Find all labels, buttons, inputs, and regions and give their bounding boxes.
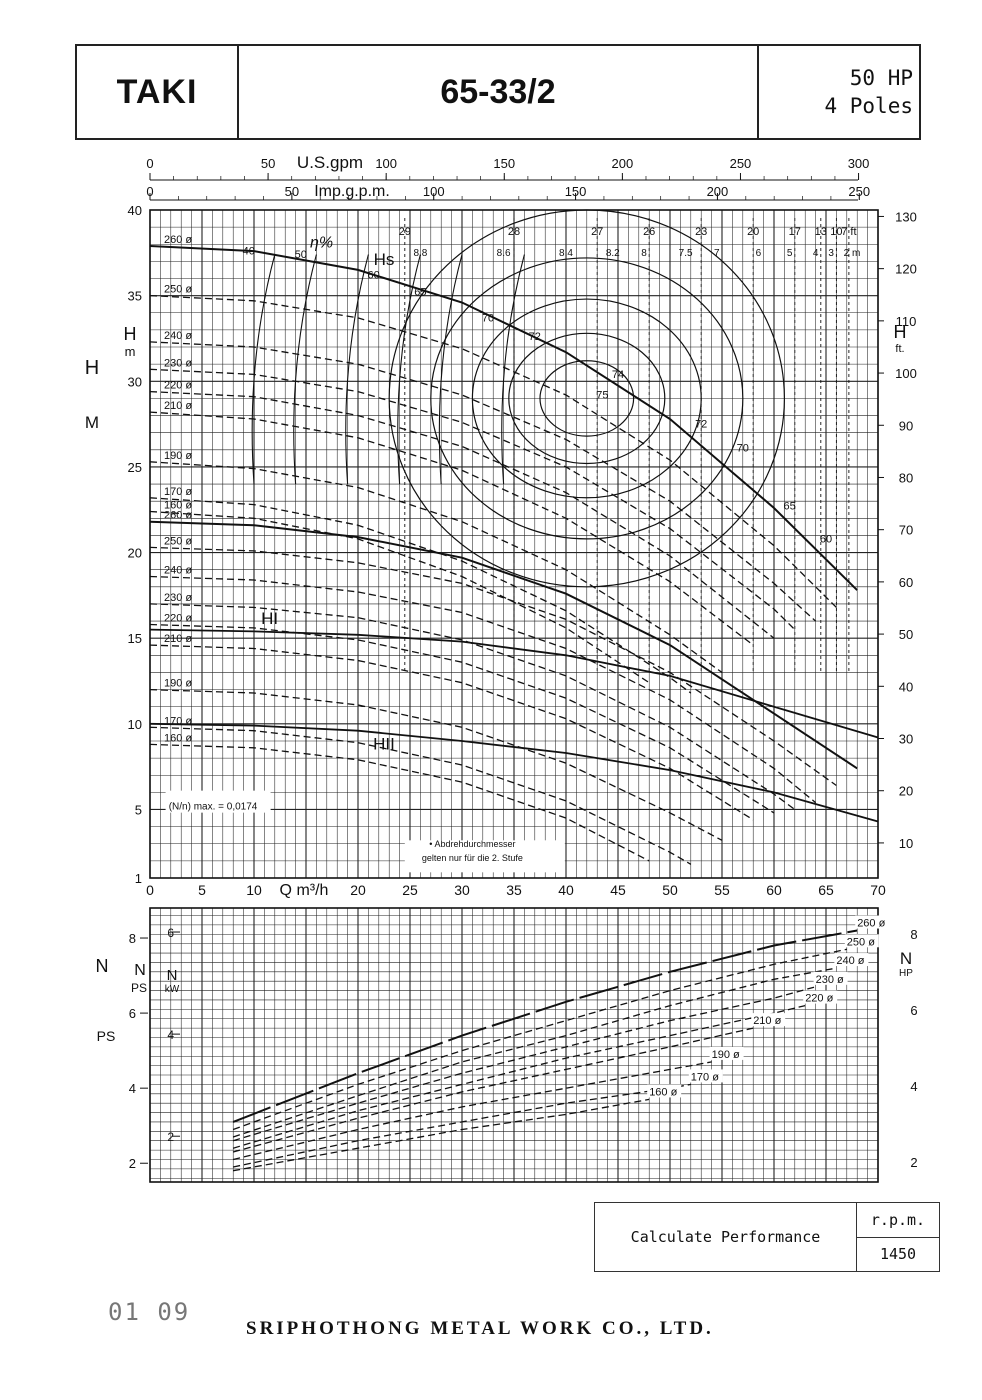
y-right-tick-label: 100 — [895, 366, 917, 382]
y-left-tick-label: 40 — [127, 203, 142, 218]
y-right-tick-label: 30 — [898, 731, 914, 747]
diameter-label-HII-160: 160 ø — [164, 732, 193, 745]
diameter-label-HII-170: 170 ø — [164, 715, 193, 728]
ps-tick-label: 8 — [128, 931, 136, 947]
efficiency-label-70: 70 — [736, 442, 749, 455]
diameter-label-HII-240: 240 ø — [164, 564, 193, 577]
side-label-n: N — [95, 956, 109, 976]
us-gpm-axis-label: U.S.gpm — [296, 153, 364, 172]
efficiency-label-60: 60 — [819, 533, 833, 546]
stage-label-hi: HI — [261, 608, 279, 628]
imp-gpm-tick-label: 250 — [848, 184, 871, 199]
efficiency-label-65: 65 — [414, 286, 427, 299]
pole-count: 4 Poles — [824, 94, 913, 118]
diameter-label-HII-230: 230 ø — [164, 591, 193, 604]
power-diameter-label-220: 220 ø — [805, 992, 834, 1005]
power-diameter-label-170: 170 ø — [690, 1071, 719, 1084]
efficiency-label-65: 65 — [783, 500, 796, 513]
x-tick-label: 35 — [506, 882, 522, 898]
y-right-tick-label: 20 — [898, 783, 914, 799]
efficiency-label-72: 72 — [528, 331, 541, 344]
x-tick-label: 5 — [198, 882, 206, 898]
imp-gpm-tick-label: 100 — [422, 184, 445, 199]
npsh-ft-label: 20 — [747, 226, 760, 238]
hp-tick-label: 2 — [910, 1155, 918, 1171]
y-right-axis-label: H — [893, 322, 907, 342]
efficiency-label-60: 60 — [367, 269, 380, 282]
ratio-note: (N/n) max. = 0,0174 — [168, 801, 258, 813]
npsh-m-label: 8.8 — [413, 248, 428, 259]
npsh-ft-label: 27 — [591, 226, 604, 238]
diameter-label-HI-220: 220 ø — [164, 379, 193, 392]
diameter-label-HII-190: 190 ø — [164, 677, 193, 690]
x-tick-label: 0 — [146, 882, 154, 898]
us-gpm-tick-label: 0 — [146, 156, 154, 171]
npsh-m-label: 8.6 — [496, 248, 511, 259]
head-curve-HI-190 — [150, 462, 722, 673]
y-right-tick-label: 50 — [898, 627, 914, 643]
imp-gpm-tick-label: 50 — [284, 184, 300, 199]
y-left-tick-label: 10 — [127, 716, 142, 732]
y-left-tick-label: 15 — [127, 631, 142, 647]
npsh-m-label: 8 — [641, 248, 647, 259]
ps-tick-label: 6 — [128, 1006, 136, 1022]
efficiency-label-74: 74 — [611, 368, 625, 381]
x-tick-label: 40 — [558, 882, 574, 898]
diameter-label-HI-210: 210 ø — [164, 400, 193, 413]
npsh-m-label: 8.4 — [559, 248, 573, 259]
x-tick-label: 30 — [454, 882, 470, 898]
x-tick-label: 70 — [870, 882, 886, 898]
x-tick-label: 10 — [246, 882, 262, 898]
efficiency-label-40: 40 — [242, 245, 255, 258]
x-tick-label: 25 — [402, 882, 418, 898]
diameter-label-HII-260: 260 ø — [164, 509, 193, 522]
calculate-performance-box — [594, 1202, 940, 1272]
kw-tick-label: 2 — [167, 1130, 174, 1145]
imp-gpm-tick-label: 150 — [564, 184, 587, 199]
rpm-box — [857, 1203, 939, 1271]
hp-tick-label: 8 — [910, 926, 918, 942]
x-tick-label: 20 — [350, 882, 366, 898]
x-tick-label: 45 — [610, 882, 626, 898]
ps-axis-unit: PS — [130, 981, 148, 995]
diameter-label-HI-250: 250 ø — [164, 283, 193, 296]
model-number: 65-33/2 — [239, 46, 759, 138]
side-label-h: H — [84, 357, 100, 379]
power-diameter-label-230: 230 ø — [815, 973, 844, 986]
npsh-m-label: 2 m — [843, 248, 861, 259]
npsh-ft-label: 23 — [695, 226, 708, 238]
y-left-tick-label: 25 — [127, 459, 142, 475]
hs-label: Hs — [373, 249, 395, 269]
side-label-m: M — [84, 413, 100, 432]
rpm-value: 1450 — [879, 1245, 917, 1264]
us-gpm-tick-label: 250 — [729, 156, 752, 171]
y-right-tick-label: 60 — [898, 574, 914, 590]
npsh-m-label: 6 — [755, 248, 762, 259]
efficiency-label-72: 72 — [695, 418, 708, 431]
y-left-axis-unit: m — [124, 344, 136, 359]
npsh-m-label: 7 — [714, 248, 720, 259]
hp-tick-label: 6 — [910, 1002, 918, 1018]
document-number: 01 09 — [108, 1298, 191, 1326]
power-diameter-label-210: 210 ø — [753, 1015, 782, 1028]
power-diameter-label-250: 250 ø — [846, 936, 875, 949]
kw-axis-unit: kW — [164, 984, 180, 995]
efficiency-label-70: 70 — [481, 312, 495, 325]
power-curve-250 — [233, 949, 847, 1129]
us-gpm-tick-label: 300 — [847, 156, 870, 171]
power-diameter-label-260: 260 ø — [857, 917, 886, 930]
y-right-tick-label: 80 — [898, 470, 914, 486]
hp-axis-unit: HP — [899, 968, 913, 979]
y-left-tick-label: 20 — [127, 545, 142, 561]
y-left-tick-label: 35 — [127, 288, 142, 304]
diameter-label-HI-190: 190 ø — [164, 449, 193, 462]
stage-label-hii: HII — [373, 734, 395, 754]
eta-label: η% — [310, 234, 334, 252]
diameter-label-HII-250: 250 ø — [164, 535, 193, 548]
x-tick-label: 55 — [714, 882, 730, 898]
kw-tick-label: 4 — [167, 1028, 174, 1043]
imp-gpm-axis-label: Imp.g.p.m. — [314, 183, 390, 200]
npsh-ft-label: 29 — [398, 226, 411, 238]
y-left-tick-label: 1 — [134, 871, 142, 886]
npsh-m-label: 4 — [812, 248, 819, 259]
npsh-ft-label: 13 — [814, 226, 827, 238]
npsh-ft-label: 28 — [507, 226, 521, 238]
y-left-tick-label: 30 — [127, 374, 142, 390]
y-right-tick-label: 110 — [895, 313, 917, 329]
efficiency-label-50: 50 — [294, 248, 307, 261]
y-left-axis-label: H — [123, 324, 137, 344]
diameter-label-HI-170: 170 ø — [164, 485, 193, 498]
power-diameter-label-240: 240 ø — [836, 955, 865, 968]
npsh-m-label: 3 — [828, 248, 834, 259]
hp-tick-label: 4 — [910, 1079, 918, 1095]
diameter-label-HI-260: 260 ø — [164, 233, 193, 246]
npsh-ft-label: 10 — [830, 226, 843, 238]
hp-axis-label: N — [899, 949, 913, 968]
imp-gpm-tick-label: 0 — [146, 184, 154, 199]
y-right-tick-label: 90 — [898, 418, 914, 434]
x-tick-label: 65 — [818, 882, 834, 898]
power-chart-grid — [140, 908, 878, 1182]
ps-tick-label: 2 — [128, 1156, 136, 1172]
efficiency-label-75: 75 — [596, 389, 609, 402]
npsh-ft-label: 7 ft — [841, 226, 857, 238]
diameter-label-HI-240: 240 ø — [164, 329, 193, 342]
y-right-tick-label: 40 — [898, 679, 914, 695]
ps-axis-label: N — [134, 962, 146, 979]
x-tick-label: 50 — [662, 882, 678, 898]
side-label-ps: PS — [96, 1028, 116, 1044]
y-right-tick-label: 130 — [895, 209, 917, 225]
power-diameter-label-160: 160 ø — [649, 1086, 678, 1099]
kw-tick-label: 6 — [167, 926, 174, 941]
kw-axis-label: N — [166, 967, 178, 984]
calculate-performance-label: Calculate Performance — [595, 1203, 857, 1271]
npsh-ft-label: 26 — [643, 226, 656, 238]
y-left-tick-label: 5 — [134, 802, 142, 818]
y-right-tick-label: 70 — [898, 522, 914, 538]
diameter-label-HII-210: 210 ø — [164, 633, 193, 646]
ps-tick-label: 4 — [128, 1081, 136, 1097]
company-name: SRIPHOTHONG METAL WORK CO., LTD. — [246, 1318, 714, 1339]
trim-note-line2: gelten nur für die 2. Stufe — [421, 852, 523, 863]
rpm-label: r.p.m. — [857, 1203, 939, 1238]
diameter-label-HII-220: 220 ø — [164, 612, 193, 625]
imp-gpm-tick-label: 200 — [706, 184, 729, 199]
us-gpm-tick-label: 100 — [375, 156, 398, 171]
us-gpm-tick-label: 150 — [493, 156, 516, 171]
y-right-tick-label: 120 — [895, 261, 917, 277]
diameter-label-HI-160: 160 ø — [164, 499, 193, 512]
diameter-label-HI-230: 230 ø — [164, 357, 193, 370]
y-right-axis-unit: ft. — [895, 343, 905, 355]
npsh-m-label: 7.5 — [678, 248, 693, 259]
brand-name: TAKI — [77, 46, 239, 138]
power-rating: 50 HP — [849, 66, 913, 90]
npsh-m-label: 8.2 — [605, 248, 620, 259]
power-diameter-label-190: 190 ø — [711, 1048, 740, 1061]
us-gpm-tick-label: 50 — [260, 156, 276, 171]
x-tick-label: 60 — [766, 882, 782, 898]
npsh-ft-label: 17 — [788, 226, 801, 238]
y-right-tick-label: 10 — [898, 835, 914, 851]
trim-note-line1: • Abdrehdurchmesser — [429, 839, 516, 850]
us-gpm-tick-label: 200 — [611, 156, 634, 171]
x-axis-label: Q m³/h — [279, 882, 329, 899]
npsh-m-label: 5 — [786, 248, 793, 259]
